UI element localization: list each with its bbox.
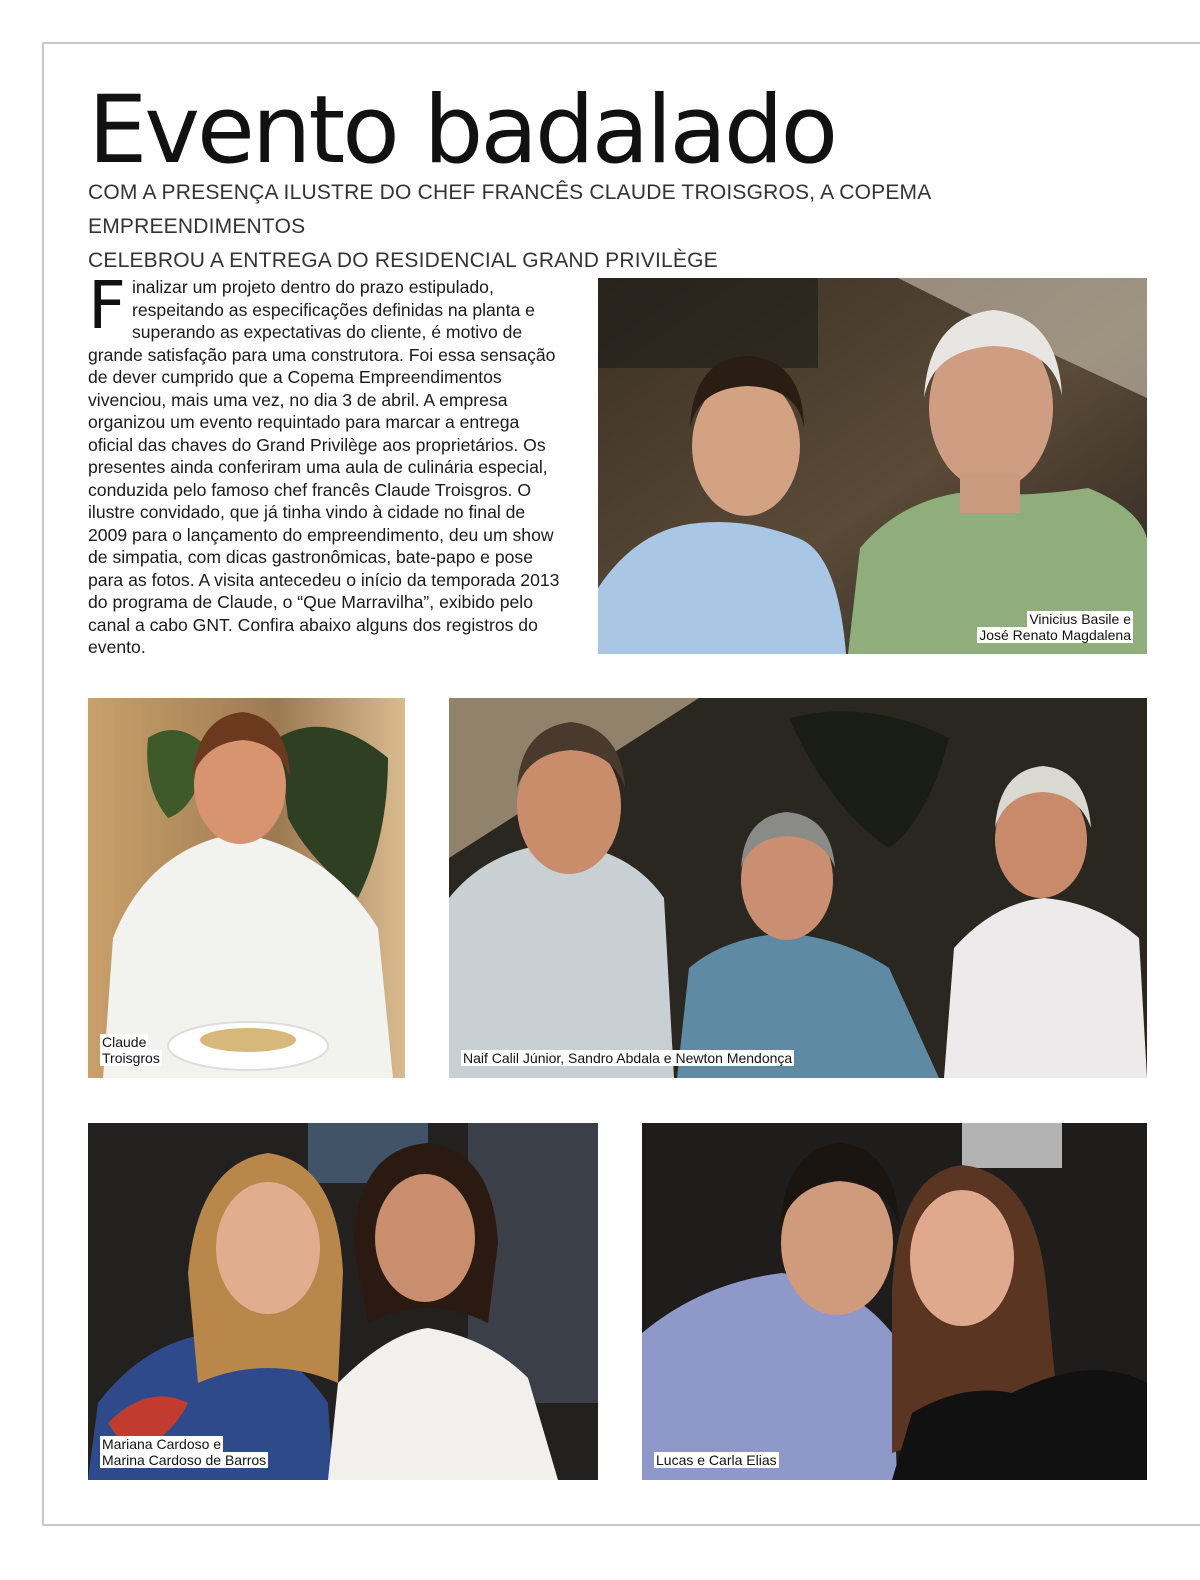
photo-vinicius-jose-image — [598, 278, 1147, 654]
photo-claude-image — [88, 698, 405, 1078]
caption-mariana-line2: Marina Cardoso de Barros — [102, 1452, 267, 1468]
photo-mariana-image — [88, 1123, 598, 1480]
photo-lucas-image — [642, 1123, 1147, 1480]
drop-cap: F — [88, 267, 126, 344]
page-frame-top — [42, 42, 1200, 44]
subtitle-line-2: CELEBROU A ENTREGA DO RESIDENCIAL GRAND PRIVILÈGE — [88, 249, 718, 272]
photo-naif-caption — [461, 1050, 794, 1066]
article-body — [88, 267, 568, 659]
photo-mariana-marina — [88, 1123, 598, 1480]
photo-naif-sandro-newton — [449, 698, 1147, 1078]
photo-mariana-caption — [100, 1436, 268, 1468]
caption-naif-line1: Naif Calil Júnior, Sandro Abdala e Newton Mendonça — [463, 1050, 793, 1066]
article-subtitle — [88, 176, 1048, 278]
photo-lucas-carla — [642, 1123, 1147, 1480]
article-title: Evento badalado — [88, 76, 836, 185]
page-frame-bottom — [42, 1524, 1200, 1526]
caption-claude-line1: Claude — [102, 1034, 147, 1050]
caption-mariana-line1: Mariana Cardoso e — [102, 1436, 222, 1452]
caption-lucas-line1: Lucas e Carla Elias — [656, 1452, 777, 1468]
photo-claude-caption — [100, 1034, 162, 1066]
photo-vinicius-jose-caption — [977, 611, 1133, 643]
caption-vinicius-line2: José Renato Magdalena — [979, 627, 1131, 643]
photo-lucas-caption — [654, 1452, 779, 1468]
caption-vinicius-line1: Vinicius Basile e — [1029, 611, 1131, 627]
page-frame-left — [42, 42, 44, 1526]
photo-naif-image — [449, 698, 1147, 1078]
subtitle-line-1: COM A PRESENÇA ILUSTRE DO CHEF FRANCÊS CLAUDE TROISGROS, A COPEMA EMPREENDIMENTOS — [88, 181, 931, 238]
caption-claude-line2: Troisgros — [102, 1050, 160, 1066]
photo-vinicius-jose — [598, 278, 1147, 654]
article-text: inalizar um projeto dentro do prazo estipulado, respeitando as especificações definidas na planta e superando as expectativas do cliente, é motivo de grande satisfação para uma construtora. Foi essa sensação de dever cumprido que a Copema Empreendimentos vivenciou, mais uma vez, no dia 3 de abril. A empresa organizou um evento requintado para marcar a entrega oficial das chaves do Grand Privilège aos proprietários. Os presentes ainda conferiram uma aula de culinária especial, conduzida pelo famoso chef francês Claude Troisgros. O ilustre convidado, que já tinha vindo à cidade no final de 2009 para o lançamento do empreendimento, deu um show de simpatia, com dicas gastronômicas, bate-papo e pose para as fotos. A visita antecedeu o início da temporada 2013 do programa de Claude, o “Que Marravilha”, exibido pelo canal a cabo GNT. Confira abaixo alguns dos registros do evento. — [88, 277, 560, 657]
photo-claude-troisgros — [88, 698, 405, 1078]
